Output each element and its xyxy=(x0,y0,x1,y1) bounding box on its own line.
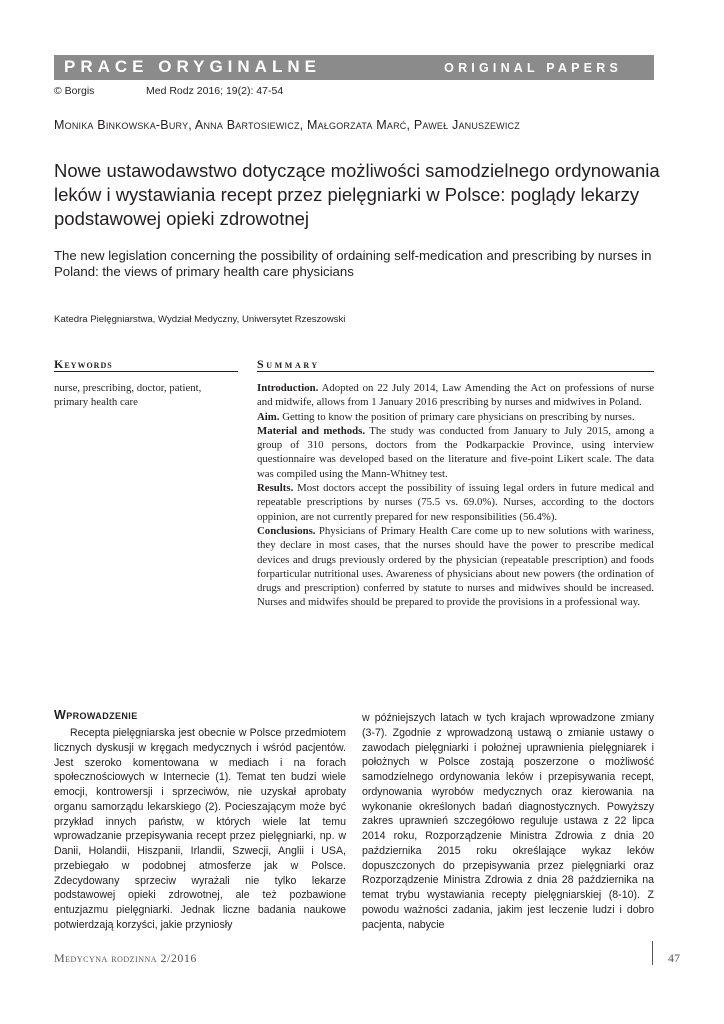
page-number: 47 xyxy=(668,951,680,965)
footer-journal: Medycyna rodzinna 2/2016 xyxy=(54,951,197,965)
body-column-right xyxy=(362,711,654,932)
summary-label: Material and methods. xyxy=(257,424,366,437)
authors: Monika Binkowska-Bury, Anna Bartosiewicz, Małgorzata Marć, Paweł Januszewicz xyxy=(54,118,520,132)
section-label-pl: PRACE ORYGINALNE xyxy=(64,57,321,76)
title-english: The new legislation concerning the possibility of ordaining self-medication and prescribing by nurses in Poland: the views of primary health care physicians xyxy=(54,248,652,279)
summary-conclusions xyxy=(257,524,654,610)
footer-divider xyxy=(652,941,653,965)
summary-text: The study was conducted from January to July 2015, among a group of 310 persons, doctors from the Podkarpackie Province, using interview questionnaire was developed based on the literature and five-point Likert scale. The data was compiled using the Mann-Whitney test. xyxy=(257,424,654,480)
affiliation: Katedra Pielęgniarstwa, Wydział Medyczny, Uniwersytet Rzeszowski xyxy=(54,314,346,325)
summary-heading: Summary xyxy=(257,357,320,371)
title-polish: Nowe ustawodawstwo dotyczące możliwości samodzielnego ordynowania leków i wystawiania recept przez pielęgniarki w Polsce: poglądy lekarzy podstawowej opieki zdrowotnej xyxy=(54,160,660,229)
body-paragraph: w późniejszych latach w tych krajach wprowadzone zmiany (3-7). Zgodnie z wprowadzoną ustawą o zmianie ustawy o zawodach pielęgniarki i położnej uprawnienia pielęgniarek i położnych w Polsce zostają poszerzone o możliwość samodzielnego ordynowania leków i przepisywania recept, ordynowania wyrobów medycznych oraz kierowania na wykonanie określonych badań diagnostycznych. Powyższy zakres uprawnień szczegółowo reguluje ustawa z 22 lipca 2014 roku, Rozporządzenie Ministra Zdrowia z dnia 20 października 2015 roku określające wykaz leków dopuszczonych do przepisywania przez pielęgniarki oraz Rozporządzenie Ministra Zdrowia z dnia 28 października na temat trybu wystawiania recepty pielęgniarskiej (8-10). Z powodu ważności zadania, jakim jest leczenie ludzi i dobro pacjenta, nabycie xyxy=(362,712,654,931)
summary-text: Adopted on 22 July 2014, Law Amending the Act on professions of nurse and midwife, allows from 1 January 2016 prescribing by nurses and midwives in Poland. xyxy=(257,382,654,409)
summary-rule xyxy=(257,371,654,372)
summary-aim xyxy=(257,410,654,424)
summary-body xyxy=(257,381,654,610)
citation: Med Rodz 2016; 19(2): 47-54 xyxy=(146,85,284,97)
summary-introduction xyxy=(257,381,654,410)
summary-label: Conclusions. xyxy=(257,524,316,537)
body-paragraph: Recepta pielęgniarska jest obecnie w Polsce przedmiotem licznych dyskusji w kręgach medycznych i wśród pacjentów. Jest szeroko komentowana w mediach i na forach społecznościowych w Internecie (1). Temat ten budzi wiele emocji, kontrowersji i sprzeciwów, nie uzyskał aprobaty organu samorządu lekarskiego (2). Pocieszającym może być przykład innych państw, w których wiele lat temu wprowadzanie przepisywania recept przez pielęgniarki, np. w Danii, Holandii, Hiszpanii, Irlandii, Szwecji, Anglii i USA, przebiegało w podobnej atmosferze jak w Polsce. Zdecydowany sprzeciw wyrażali nie tylko lekarze podstawowej opieki zdrowotnej, ale też pozbawione entuzjazmu pielęgniarki. Jednak liczne badania naukowe potwierdzają korzyści, jakie przyniosły xyxy=(54,727,346,931)
summary-text: Getting to know the position of primary care physicians on prescribing by nurses. xyxy=(279,410,635,423)
section-label-en: ORIGINAL PAPERS xyxy=(444,61,622,75)
summary-methods xyxy=(257,424,654,481)
body-column-left xyxy=(54,726,346,933)
keywords-text: nurse, prescribing, doctor, patient, primary health care xyxy=(54,382,202,409)
summary-text: Most doctors accept the possibility of issuing legal orders in future medical and repeatable prescriptions by nurses (75.5 vs. 69.0%). Nurses, according to the doctors oppinion, are not currently prepared for new responsibilities (56.4%). xyxy=(257,482,654,523)
section-banner xyxy=(54,55,654,80)
source-line xyxy=(54,85,284,97)
section-heading-introduction: Wprowadzenie xyxy=(54,708,138,722)
summary-label: Introduction. xyxy=(257,382,319,394)
summary-results xyxy=(257,481,654,524)
copyright: © Borgis xyxy=(54,85,95,97)
summary-label: Aim. xyxy=(257,410,280,423)
keywords-heading: Keywords xyxy=(54,357,113,371)
summary-text: Physicians of Primary Health Care come up to new solutions with wariness, they declare in most cases, that the nurses should have the power to prescribe medical devices and drugs previously ordered by the physician (repeatable prescription) and foods forparticular nutritional uses. Awareness of physicians about new powers (the ordination of drugs and prescription) conferred by statute to nurses and midwives should be increased. Nurses and midwifes should be prepared to provide the provisions in a professional way. xyxy=(257,524,654,609)
keywords-rule xyxy=(54,371,238,372)
summary-label: Results. xyxy=(257,482,294,495)
